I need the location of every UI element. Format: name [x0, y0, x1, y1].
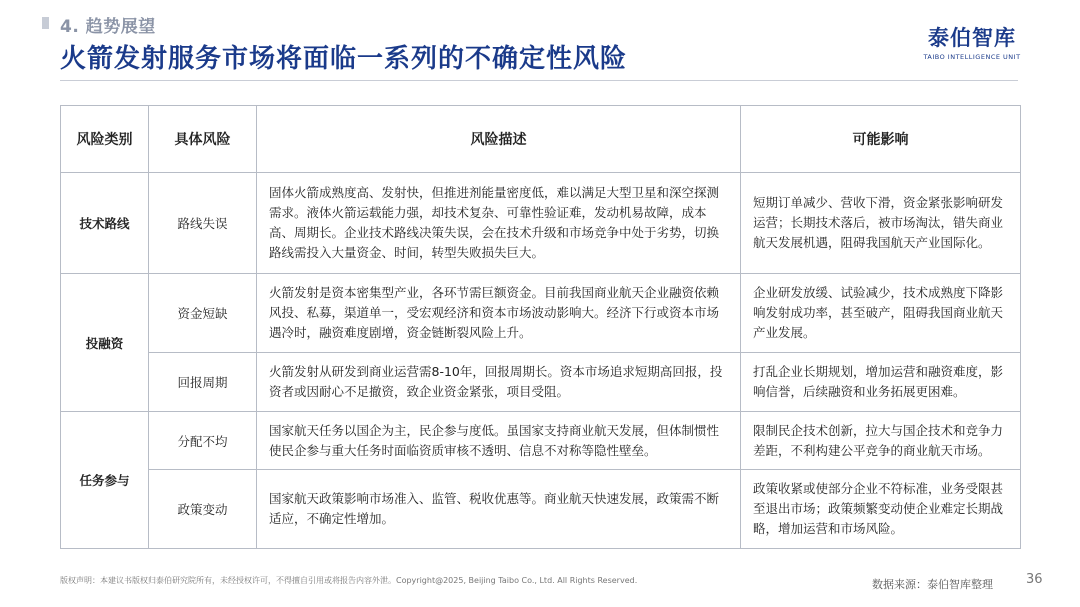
possible-impact-cell: 企业研发放缓、试验减少，技术成熟度下降影响发射成功率，甚至破产，阻碍我国商业航天产业发展。: [741, 274, 1021, 353]
risk-description-cell: 国家航天政策影响市场准入、监管、税收优惠等。商业航天快速发展，政策需不断适应，不确定性增加。: [257, 470, 741, 549]
header-specific-risk: 具体风险: [149, 106, 257, 173]
risk-category-cell: 投融资: [61, 274, 149, 412]
table-row: [61, 470, 1021, 549]
possible-impact-cell: 政策收紧或使部分企业不符标准，业务受限甚至退出市场；政策频繁变动使企业难定长期战略，增加运营和市场风险。: [741, 470, 1021, 549]
risk-description-cell: 国家航天任务以国企为主，民企参与度低。虽国家支持商业航天发展，但体制惯性使民企参与重大任务时面临资质审核不透明、信息不对称等隐性壁垒。: [257, 412, 741, 470]
risk-description-cell: 火箭发射从研发到商业运营需8-10年，回报周期长。资本市场追求短期高回报，投资者或因耐心不足撤资，致企业资金紧张，项目受阻。: [257, 353, 741, 412]
possible-impact-cell: 打乱企业长期规划，增加运营和融资难度，影响信誉，后续融资和业务拓展更困难。: [741, 353, 1021, 412]
table-header-row: [61, 106, 1021, 173]
company-logo: [912, 22, 1032, 61]
risk-category-cell: 技术路线: [61, 173, 149, 274]
risk-table: [60, 105, 1021, 549]
table-row: [61, 274, 1021, 353]
data-source: 数据来源：泰伯智库整理: [872, 578, 993, 591]
risk-category-cell: 任务参与: [61, 412, 149, 549]
specific-risk-cell: 回报周期: [149, 353, 257, 412]
specific-risk-cell: 分配不均: [149, 412, 257, 470]
section-marker: [42, 17, 49, 29]
specific-risk-cell: 政策变动: [149, 470, 257, 549]
table-row: [61, 412, 1021, 470]
page-number: 36: [1026, 572, 1043, 587]
title-divider: [60, 80, 1018, 81]
header-risk-category: 风险类别: [61, 106, 149, 173]
specific-risk-cell: 资金短缺: [149, 274, 257, 353]
header-risk-description: 风险描述: [257, 106, 741, 173]
risk-description-cell: 固体火箭成熟度高、发射快，但推进剂能量密度低，难以满足大型卫星和深空探测需求。液体火箭运载能力强，却技术复杂、可靠性验证难，发动机易故障，成本高、周期长。企业技术路线决策失误，会在技术升级和市场竞争中处于劣势，切换路线需投入大量资金、时间，转型失败损失巨大。: [257, 173, 741, 274]
specific-risk-cell: 路线失误: [149, 173, 257, 274]
copyright-notice: 版权声明：本建议书版权归泰伯研究院所有，未经授权许可，不得擅自引用或将报告内容外泄。Copyright@2025, Beijing Taibo Co., Ltd. All Rights Reserved.: [60, 576, 638, 585]
risk-description-cell: 火箭发射是资本密集型产业，各环节需巨额资金。目前我国商业航天企业融资依赖风投、私募，渠道单一，受宏观经济和资本市场波动影响大。经济下行或资本市场遇冷时，融资难度剧增，资金链断裂风险上升。: [257, 274, 741, 353]
table-row: [61, 353, 1021, 412]
logo-english-name: TAIBO INTELLIGENCE UNIT: [923, 53, 1021, 61]
logo-chinese-name: 泰伯智库: [928, 26, 1016, 50]
table-row: [61, 173, 1021, 274]
possible-impact-cell: 限制民企技术创新，拉大与国企技术和竞争力差距，不利构建公平竞争的商业航天市场。: [741, 412, 1021, 470]
header-possible-impact: 可能影响: [741, 106, 1021, 173]
possible-impact-cell: 短期订单减少、营收下滑，资金紧张影响研发运营；长期技术落后，被市场淘汰，错失商业航天发展机遇，阻碍我国航天产业国际化。: [741, 173, 1021, 274]
page-title: 火箭发射服务市场将面临一系列的不确定性风险: [60, 44, 628, 74]
section-label: 4. 趋势展望: [60, 17, 156, 37]
